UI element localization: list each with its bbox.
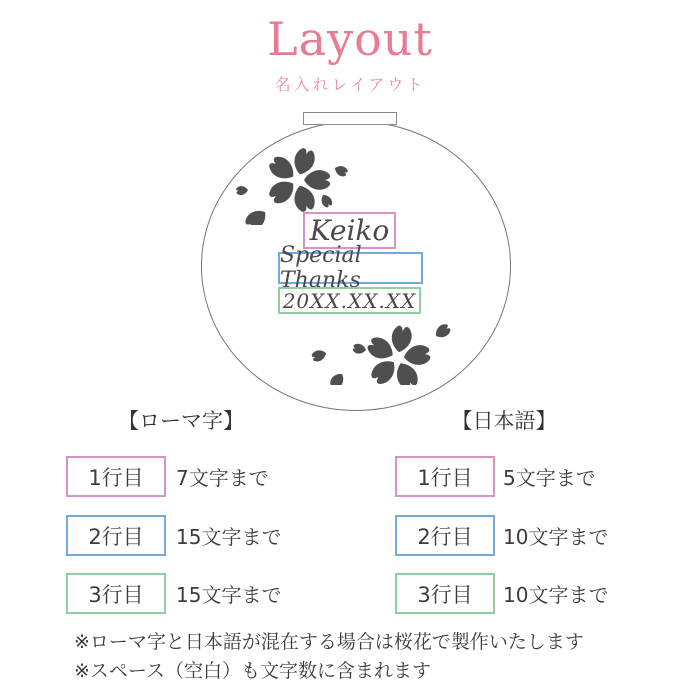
note-mixed-script: ※ローマ字と日本語が混在する場合は桜花で製作いたします bbox=[74, 631, 584, 653]
japanese-line2-label: 2行目 bbox=[395, 515, 495, 556]
engraving-line3-text: 20XX.XX.XX bbox=[282, 288, 417, 313]
romaji-line1-limit: 7文字まで bbox=[176, 466, 269, 490]
page-subtitle: 名入れレイアウト bbox=[274, 75, 426, 94]
engraving-line2-box bbox=[278, 243, 423, 293]
romaji-line3-limit: 15文字まで bbox=[176, 583, 282, 607]
japanese-line1-limit: 5文字まで bbox=[503, 466, 596, 490]
japanese-line2-limit: 10文字まで bbox=[503, 525, 609, 549]
japanese-line3-label: 3行目 bbox=[395, 573, 495, 614]
sakura-flower-icon bbox=[310, 320, 455, 385]
romaji-line1-label: 1行目 bbox=[66, 456, 166, 497]
romaji-line3-label: 3行目 bbox=[66, 573, 166, 614]
japanese-line1-label: 1行目 bbox=[395, 456, 495, 497]
note-space-count: ※スペース（空白）も文字数に含まれます bbox=[74, 660, 431, 682]
column-header-japanese: 【日本語】 bbox=[451, 409, 557, 433]
engraving-line2-text: Special Thanks bbox=[280, 243, 362, 293]
romaji-line2-limit: 15文字まで bbox=[176, 525, 282, 549]
column-header-romaji: 【ローマ字】 bbox=[118, 409, 244, 433]
page-title: Layout bbox=[267, 12, 433, 66]
engraving-line1-text: Keiko bbox=[309, 214, 390, 247]
romaji-line2-label: 2行目 bbox=[66, 515, 166, 556]
engraving-line3-box bbox=[278, 287, 421, 314]
mirror-hinge bbox=[303, 112, 397, 125]
japanese-line3-limit: 10文字まで bbox=[503, 583, 609, 607]
